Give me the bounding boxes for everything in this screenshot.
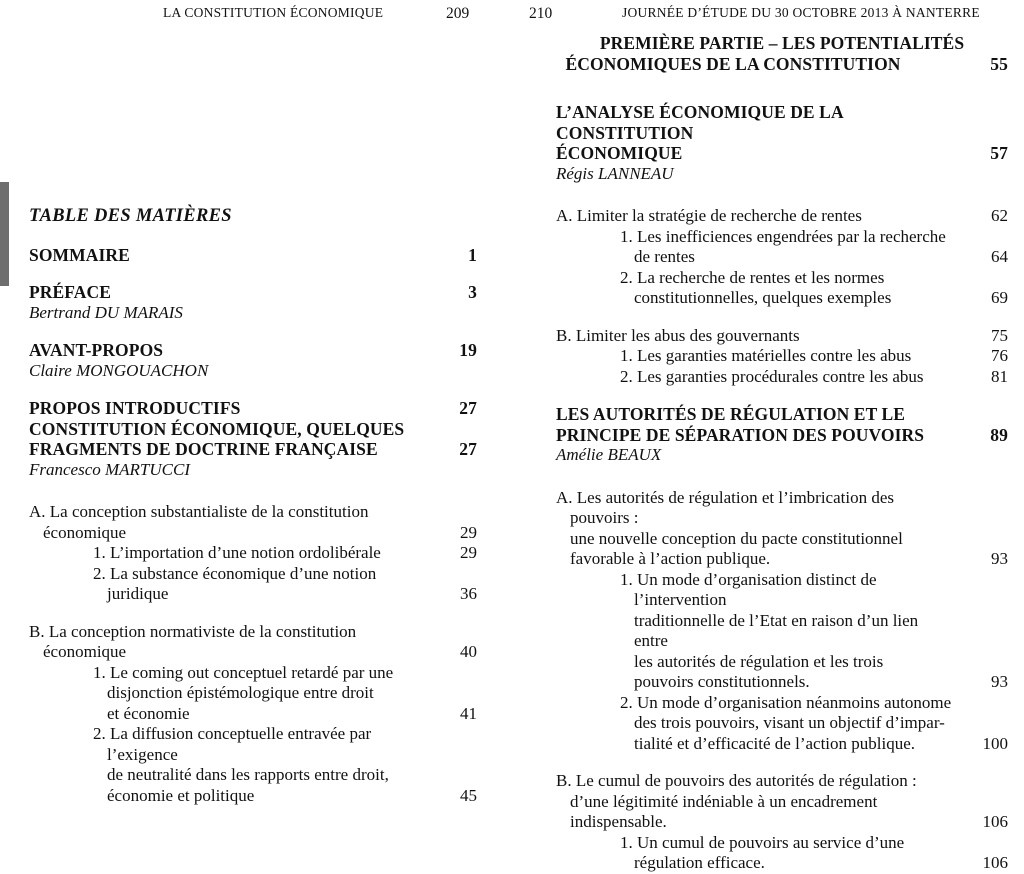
toc-part-heading-folio: 55 <box>990 53 1008 74</box>
toc-part-heading-line2[interactable] <box>556 54 1008 75</box>
toc-chapter2-section-b-line1[interactable] <box>556 771 1008 792</box>
toc-section-b-label: B. La conception normativiste de la constitution <box>29 621 357 641</box>
spacer <box>556 309 1008 326</box>
toc-section-b-sub1-line3-text: et économie <box>107 703 190 723</box>
toc-section-b-folio: 40 <box>460 642 477 661</box>
toc-chapter1-section-a-label: A. Limiter la stratégie de recherche de rentes <box>556 206 862 225</box>
spacer <box>29 480 477 502</box>
toc-section-b-line1[interactable] <box>29 622 477 643</box>
toc-entry-avant-propos-label: AVANT-PROPOS <box>29 340 164 360</box>
toc-chapter1-section-a-sub1-label: 1. Les inefficiences engendrées par la recherche <box>620 226 946 246</box>
toc-section-b-sub1-label: 1. Le coming out conceptuel retardé par une <box>93 662 394 682</box>
toc-author-preface: Bertrand DU MARAIS <box>29 302 183 322</box>
spacer <box>556 466 1008 488</box>
toc-chapter2-section-b-folio: 106 <box>982 812 1008 831</box>
toc-author-chapter2: Amélie BEAUX <box>556 445 662 464</box>
toc-chapter2-section-a-sub2-folio: 100 <box>982 733 1008 753</box>
toc-section-b-sub1-line2 <box>29 683 477 704</box>
toc-chapter1-section-b-sub1[interactable] <box>556 346 1008 367</box>
toc-chapter1-section-a[interactable] <box>556 206 1008 227</box>
toc-author-avant-propos: Claire MONGOUACHON <box>29 360 209 380</box>
right-running-head-title-text: JOURNÉE D’ÉTUDE DU 30 OCTOBRE 2013 À NANTERRE <box>622 5 980 20</box>
toc-section-a-sub2-folio: 36 <box>460 584 477 603</box>
toc-section-a-sub1-label: 1. L’importation d’une notion ordolibérale <box>93 543 381 562</box>
toc-chapter2-line1 <box>556 404 1008 425</box>
toc-entry-preface-folio: 3 <box>468 282 477 302</box>
toc-section-a-sub1[interactable] <box>29 543 477 564</box>
toc-chapter1-section-a-sub2-folio: 69 <box>991 288 1008 307</box>
toc-entry-propos-introductifs-line3[interactable] <box>29 439 477 460</box>
toc-section-b-line2-text: économique <box>43 642 127 661</box>
toc-chapter2-section-a-sub2-line3-text: tialité et d’efficacité de l’action publique. <box>634 733 916 753</box>
toc-chapter2-section-b-label: B. Le cumul de pouvoirs des autorités de régulation : <box>556 771 917 790</box>
toc-chapter2-section-b-line3[interactable] <box>556 812 1008 833</box>
toc-chapter2-section-a-sub2-line3[interactable] <box>556 734 1008 755</box>
toc-chapter1-section-b-label: B. Limiter les abus des gouvernants <box>556 325 800 345</box>
toc-title: TABLE DES MATIÈRES <box>29 206 232 226</box>
toc-entry-avant-propos-folio: 19 <box>459 340 477 360</box>
toc-chapter2-section-a-sub1-line3-text: les autorités de régulation et les trois <box>634 651 884 671</box>
toc-entry-propos-introductifs-line2 <box>29 419 477 440</box>
left-running-head-title <box>163 5 383 21</box>
toc-chapter1-line2-text: ÉCONOMIQUE <box>556 143 683 163</box>
toc-section-a-line2[interactable] <box>29 523 477 544</box>
toc-chapter2-section-b-sub1-line1[interactable] <box>556 833 1008 854</box>
toc-chapter2-line2[interactable] <box>556 425 1008 446</box>
toc-section-a-line2-text: économique <box>43 522 127 542</box>
toc-entry-propos-introductifs-line1[interactable] <box>29 398 477 419</box>
toc-chapter1-section-b-sub2-label: 2. Les garanties procédurales contre les abus <box>620 366 924 386</box>
toc-chapter2-section-b-sub1-folio: 106 <box>982 853 1008 872</box>
toc-chapter2-section-a-line1[interactable] <box>556 488 1008 529</box>
toc-chapter2-folio: 89 <box>990 424 1008 445</box>
toc-chapter1-section-a-sub1-line1[interactable] <box>556 227 1008 248</box>
toc-section-b-sub2-line3[interactable] <box>29 786 477 807</box>
toc-entry-propos-introductifs-line3-text: FRAGMENTS DE DOCTRINE FRANÇAISE <box>29 439 378 459</box>
toc-chapter2-section-a-folio: 93 <box>991 549 1008 568</box>
toc-chapter2-section-b-line2-text: d’une légitimité indéniable à un encadrement <box>570 791 878 811</box>
toc-chapter2-line2-text: PRINCIPE DE SÉPARATION DES POUVOIRS <box>556 424 925 445</box>
toc-chapter2-section-a-line2 <box>556 529 1008 550</box>
toc-chapter1-line1-text: L’ANALYSE ÉCONOMIQUE DE LA CONSTITUTION <box>556 102 843 143</box>
toc-chapter2-section-a-sub1-line3 <box>556 652 1008 673</box>
spacer <box>556 754 1008 771</box>
right-running-head-title <box>622 5 980 21</box>
spacer <box>556 184 1008 206</box>
left-toc-column <box>29 206 477 806</box>
toc-chapter1-line2[interactable] <box>556 143 1008 164</box>
toc-chapter2-section-a-sub1-line4[interactable] <box>556 672 1008 693</box>
toc-section-b-sub2-line2 <box>29 765 477 786</box>
toc-chapter2-section-b-sub1-line2[interactable] <box>556 853 1008 874</box>
toc-chapter1-line1 <box>556 102 1008 143</box>
toc-chapter2-section-a-sub2-line2-text: des trois pouvoirs, visant un objectif d’impar- <box>634 713 945 732</box>
toc-entry-sommaire-label: SOMMAIRE <box>29 244 130 265</box>
toc-chapter2-section-a-sub1-line2-text: traditionnelle de l’Etat en raison d’un lien entre <box>634 610 919 650</box>
toc-section-b-sub2-line3-text: économie et politique <box>107 785 255 805</box>
toc-entry-propos-introductifs-folio-1: 27 <box>459 398 477 418</box>
toc-section-b-line2[interactable] <box>29 642 477 663</box>
toc-chapter1-section-a-sub2-line1[interactable] <box>556 268 1008 289</box>
toc-chapter2-section-b-sub1-line2-text: régulation efficace. <box>634 853 765 872</box>
toc-section-b-sub2-line2-text: de neutralité dans les rapports entre droit, <box>107 765 389 784</box>
toc-chapter2-line1-text: LES AUTORITÉS DE RÉGULATION ET LE <box>556 404 906 424</box>
toc-chapter1-section-b-sub1-label: 1. Les garanties matérielles contre les abus <box>620 346 912 365</box>
toc-chapter2-section-a-label: A. Les autorités de régulation et l’imbrication des pouvoirs : <box>556 487 895 527</box>
toc-section-b-sub1-line3[interactable] <box>29 704 477 725</box>
spacer <box>29 605 477 622</box>
toc-chapter2-section-a-sub1-line2 <box>556 611 1008 652</box>
spacer <box>29 323 477 340</box>
toc-section-b-sub2-label: 2. La diffusion conceptuelle entravée par l’exigence <box>93 724 372 764</box>
toc-chapter1-section-b-sub2[interactable] <box>556 367 1008 388</box>
spacer <box>556 74 1008 102</box>
toc-chapter2-section-a-sub1-label: 1. Un mode d’organisation distinct de l’intervention <box>620 569 877 609</box>
toc-chapter1-section-b-folio: 75 <box>991 325 1008 345</box>
toc-section-a-sub2[interactable] <box>29 564 477 605</box>
toc-chapter1-section-a-sub1-line2-text: de rentes <box>634 247 695 266</box>
toc-entry-sommaire[interactable] <box>29 245 477 266</box>
toc-entry-sommaire-folio: 1 <box>468 244 477 265</box>
toc-section-a-line1[interactable] <box>29 502 477 523</box>
toc-section-a-label: A. La conception substantialiste de la constitution <box>29 502 369 521</box>
toc-section-b-sub2-line1[interactable] <box>29 724 477 765</box>
toc-chapter1-section-a-sub2-line2[interactable] <box>556 288 1008 309</box>
toc-chapter2-section-a-line2-text: une nouvelle conception du pacte constitutionnel <box>570 528 903 548</box>
toc-author-chapter1: Régis LANNEAU <box>556 163 674 183</box>
toc-chapter1-section-a-sub1-folio: 64 <box>991 247 1008 266</box>
right-page <box>512 0 1024 872</box>
toc-chapter1-section-b[interactable] <box>556 326 1008 347</box>
toc-chapter2-section-a-sub2-line1[interactable] <box>556 693 1008 714</box>
toc-chapter2-section-b-sub1-label: 1. Un cumul de pouvoirs au service d’une <box>620 832 905 852</box>
toc-chapter2-section-a-line3[interactable] <box>556 549 1008 570</box>
toc-chapter2-section-b-line3-text: indispensable. <box>570 812 667 831</box>
toc-chapter2-section-a-line3-text: favorable à l’action publique. <box>570 549 771 568</box>
toc-chapter2-section-a-sub2-line2 <box>556 713 1008 734</box>
toc-entry-propos-introductifs-label: PROPOS INTRODUCTIFS <box>29 398 241 418</box>
right-toc-column <box>556 33 1008 874</box>
toc-chapter1-section-b-sub1-folio: 76 <box>991 346 1008 365</box>
toc-chapter1-section-a-folio: 62 <box>991 206 1008 225</box>
toc-chapter2-section-a-sub1-folio: 93 <box>991 672 1008 691</box>
toc-section-a-sub2-label: 2. La substance économique d’une notion juridique <box>93 563 377 603</box>
toc-chapter1-section-a-sub1-line2[interactable] <box>556 247 1008 268</box>
toc-chapter1-section-b-sub2-folio: 81 <box>991 366 1008 386</box>
toc-part-heading-line2-text: ÉCONOMIQUES DE LA CONSTITUTION <box>565 53 901 74</box>
toc-section-b-sub1-line2-text: disjonction épistémologique entre droit <box>107 683 374 702</box>
toc-section-a-folio: 29 <box>460 522 477 542</box>
left-page <box>0 0 512 805</box>
right-running-head-folio: 210 <box>529 5 553 22</box>
toc-section-b-sub1-line1[interactable] <box>29 663 477 684</box>
toc-author-propos-introductifs: Francesco MARTUCCI <box>29 459 191 479</box>
toc-entry-propos-introductifs-line2-text: CONSTITUTION ÉCONOMIQUE, QUELQUES <box>29 418 405 439</box>
toc-chapter1-folio: 57 <box>990 143 1008 163</box>
toc-chapter1-section-a-sub2-line2-text: constitutionnelles, quelques exemples <box>634 288 892 307</box>
toc-chapter2-section-b-line2 <box>556 792 1008 813</box>
toc-chapter2-section-a-sub2-label: 2. Un mode d’organisation néanmoins autonome <box>620 692 952 712</box>
toc-section-a-sub1-folio: 29 <box>460 543 477 562</box>
toc-part-heading-line1 <box>556 33 1008 54</box>
left-running-head-folio: 209 <box>446 5 470 22</box>
spacer <box>556 387 1008 404</box>
toc-entry-preface-label: PRÉFACE <box>29 282 112 302</box>
toc-entry-propos-introductifs-folio-3: 27 <box>459 439 477 459</box>
left-running-head-title-text: LA CONSTITUTION ÉCONOMIQUE <box>163 5 384 20</box>
toc-chapter1-section-a-sub2-label: 2. La recherche de rentes et les normes <box>620 267 885 287</box>
toc-part-heading-line1-text: PREMIÈRE PARTIE – LES POTENTIALITÉS <box>599 33 965 53</box>
toc-chapter2-section-a-sub1-line1[interactable] <box>556 570 1008 611</box>
toc-chapter2-section-a-sub1-line4-text: pouvoirs constitutionnels. <box>634 672 810 691</box>
toc-entry-avant-propos[interactable] <box>29 340 477 361</box>
spacer <box>29 381 477 398</box>
toc-section-b-sub1-folio: 41 <box>460 703 477 723</box>
spacer <box>29 265 477 282</box>
toc-section-b-sub2-folio: 45 <box>460 785 477 805</box>
toc-entry-preface[interactable] <box>29 282 477 303</box>
